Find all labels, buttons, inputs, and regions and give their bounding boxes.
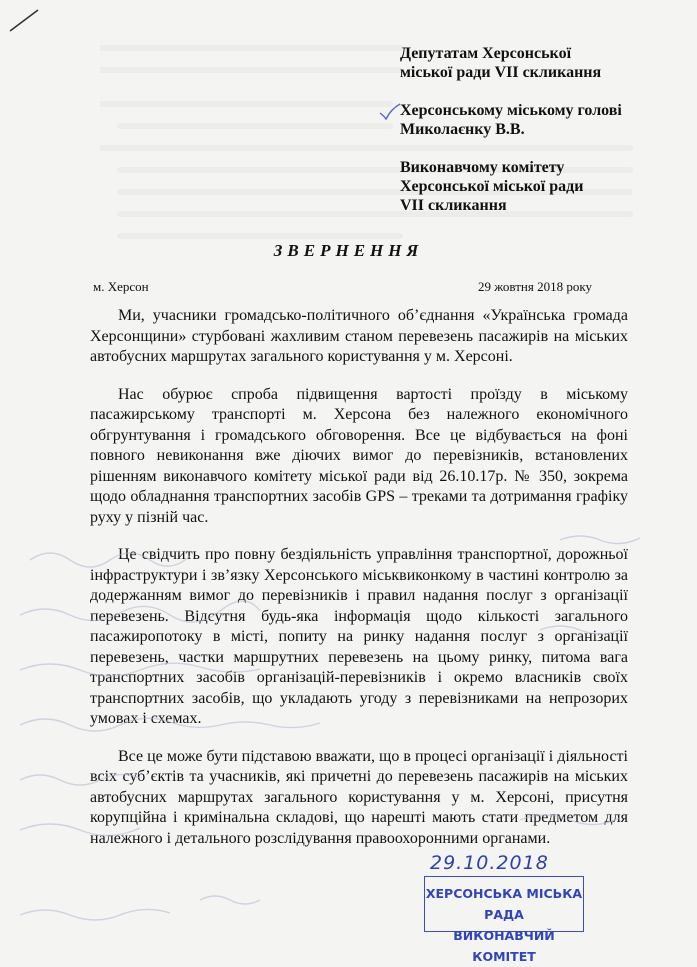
- addressee-line: Виконавчому комітету: [400, 159, 565, 176]
- addressee-line: VII скликання: [400, 197, 507, 214]
- registration-stamp: [424, 876, 584, 964]
- addressee-executive-committee: [400, 158, 690, 215]
- addressee-line: Херсонської міської ради: [400, 178, 584, 195]
- addressee-line: міської ради VII скликання: [400, 64, 602, 81]
- body-paragraph: Ми, учасники громадсько-політичного об’єднання «Українська громада Херсонщини» стурбовані жахливим станом перевезень пасажирів на міських автобусних маршрутах загального користування у м. Херсоні.: [90, 307, 628, 365]
- addressee-line: Херсонському міському голові: [400, 102, 622, 119]
- document-date: 29 жовтня 2018 року: [478, 279, 592, 294]
- stamp-line-committee: ВИКОНАВЧИЙ КОМІТЕТ: [453, 928, 555, 964]
- corner-pen-mark: [6, 4, 42, 34]
- document-place: м. Херсон: [93, 279, 149, 294]
- body-paragraph: Це свідчить про повну бездіяльність управління транспортної, дорожньої інфраструктури і зв’язку Херсонського міськвиконкому в частині контролю за додержанням вимог до перевізників і правил надання послуг з організації перевезень. Відсутня будь-яка інформація щодо кількості загального пасажиропотоку в місті, попиту на ринку надання послуг з організації перевезень, частки маршрутних перевезень на цьому ринку, питома вага транспортних засобів організацій-перевізників і окремо власників своїх транспортних засобів, що укладають угоду з перевізниками на непрозорих умовах і схемах.: [90, 546, 628, 727]
- body-paragraph: Все це може бути підставою вважати, що в процесі організації і діяльності всіх суб’єктів та учасників, які причетні до перевезень пасажирів на міських автобусних маршрутах загального користування у м. Херсоні, присутня корупційна і кримінальна складові, що нарешті мають стати предметом для належного і детального розслідування правоохоронними органами.: [90, 747, 628, 847]
- addressee-line: Миколаєнку В.В.: [400, 121, 525, 138]
- stamp-date-handwritten: 29.10.2018: [430, 852, 549, 874]
- body-paragraph: Нас обурює спроба підвищення вартості проїзду в міському пасажирському транспорті м. Херсона без належного економічного обгрунтування і громадського обговорення. Все це відбувається на фоні повного невиконання вже діючих вимог до перевізників, встановлених рішенням виконавчого комітету міської ради від 26.10.17р. № 350, зокрема щодо обладнання транспортних засобів GPS – треками та дотримання графіку руху у пізній час.: [90, 385, 628, 526]
- addressee-mayor: [400, 101, 690, 139]
- bleed-through-signatures: [0, 520, 697, 960]
- addressees-block: [400, 44, 690, 234]
- checkmark-icon: [378, 103, 402, 121]
- stamp-line-council: ХЕРСОНСЬКА МІСЬКА РАДА: [425, 886, 583, 922]
- addressee-line: Депутатам Херсонської: [400, 45, 572, 62]
- addressee-deputies: [400, 44, 690, 82]
- document-title: ЗВЕРНЕННЯ: [273, 241, 424, 260]
